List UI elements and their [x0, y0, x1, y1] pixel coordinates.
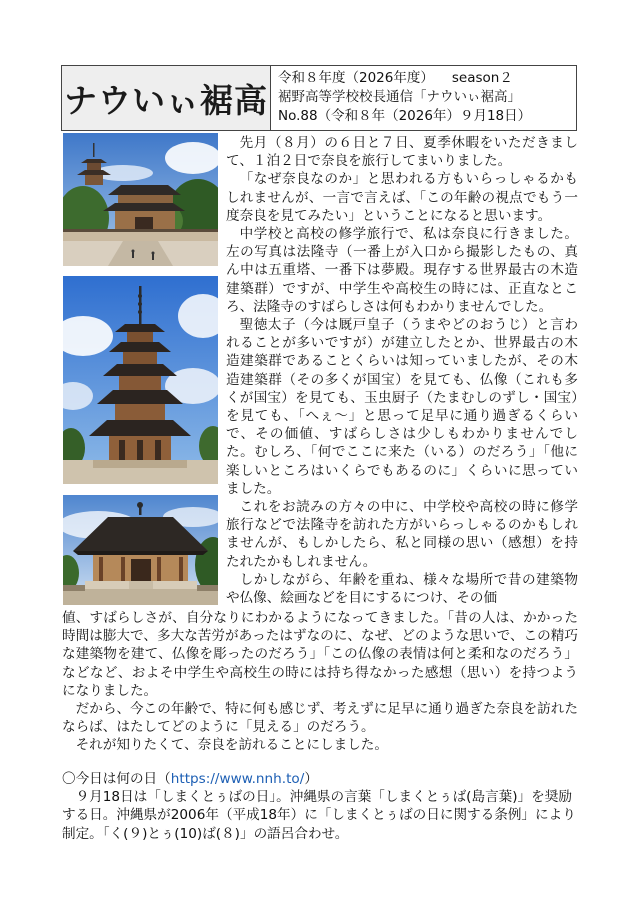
article-paragraph: 中学校と高校の修学旅行で、私は奈良に行きました。左の写真は法隆寺（一番上が入口から撮影したもの、真ん中は五重塔、一番下は夢殿。現存する世界最古の木造建築群）ですが、中学生や高校生の時には、正直なところ、法隆寺のすばらしさは何もわかりませんでした。 — [226, 226, 578, 315]
article-paragraph: 「なぜ奈良なのか」と思われる方もいらっしゃるかもしれませんが、一言で言えば、「この年齢の視点でもう一度奈良を見てみたい」ということになると思います。 — [226, 171, 578, 224]
season-label: season２ — [451, 70, 513, 86]
nnh-link[interactable]: https://www.nnh.to/ — [170, 771, 305, 787]
today-section — [62, 770, 578, 843]
article-body-full — [62, 609, 578, 755]
article-paragraph: 先月（８月）の６日と７日、夏季休暇をいただきまして、１泊２日で奈良を旅行してまいりました。 — [226, 135, 578, 170]
fiscal-year: 令和８年度（2026年度） — [278, 70, 434, 86]
newsletter-name: 裾野高等学校校長通信「ナウいぃ裾高」 — [278, 89, 521, 105]
article-paragraph-continued: 値、すばらしさが、自分なりにわかるようになってきました。「昔の人は、かかった時間は膨大で、多大な苦労があったはずなのに、なぜ、どのような思いで、この精巧な建築物を建て、仏像を彫ったのだろう」「この仏像の表情は何と柔和なのだろう」などなど、およそ中学生や高校生の時には持ち得なかった感想（思い）を持つようになりました。 — [62, 610, 578, 699]
masthead — [62, 66, 271, 130]
article-body-right — [226, 134, 578, 607]
article-paragraph: しかしながら、年齢を重ね、様々な場所で昔の建築物や仏像、絵画などを目にするにつけ、その価 — [226, 571, 578, 607]
article-paragraph: 聖徳太子（今は厩戸皇子（うまやどのおうじ）と言われることが多いですが）が建立したとか、世界最古の木造建築群であることくらいは知っていましたが、その木造建築群（その多くが国宝）を見ても、仏像（これも多くが国宝）を見ても、玉虫厨子（たまむしのずし・国宝）を見ても、「へぇ～」と思って足早に通り過ぎるくらいで、その価値、すばらしさは少しもわかりませんでした。むしろ、「何でここに来た（いる）のだろう」「他に楽しいところはいくらでもあるのに」くらいに思っていました。 — [226, 317, 578, 497]
horyuji-entrance-photo — [63, 133, 218, 266]
fiscal-year-line — [278, 69, 574, 88]
five-story-pagoda-photo — [63, 276, 218, 484]
article-paragraph: それが知りたくて、奈良を訪れることにしました。 — [75, 737, 388, 754]
today-heading-suffix: ） — [304, 771, 318, 787]
article-paragraph: だから、今この年齢で、特に何も感じず、考えずに足早に通り過ぎた奈良を訪れたならば、はたしてどのように「見える」のだろう。 — [62, 701, 578, 736]
issue-info — [278, 69, 574, 126]
article-paragraph: これをお読みの方々の中に、中学校や高校の時に修学旅行などで法隆寺を訪れた方がいらっしゃるのかもしれませんが、もしかしたら、私と同様の思い（感想）を持たれたかもしれません。 — [226, 499, 578, 570]
today-heading — [62, 770, 578, 788]
newsletter-header — [61, 65, 577, 131]
today-body: ９月18日は「しまくとぅばの日」。沖縄県の言葉「しまくとぅば(島言葉)」を奨励する日。沖縄県が2006年（平成18年）に「しまくとぅばの日に関する条例」により制定。「く(９)とぅ(10)ば(８)」の語呂合わせ。 — [62, 789, 576, 842]
today-heading-prefix: 〇今日は何の日（ — [62, 771, 171, 787]
issue-number-date: No.88（令和８年（2026年）９月18日） — [278, 108, 532, 124]
masthead-title: ナウいぃ裾高 — [64, 80, 268, 120]
yumedono-hall-photo — [63, 495, 218, 605]
